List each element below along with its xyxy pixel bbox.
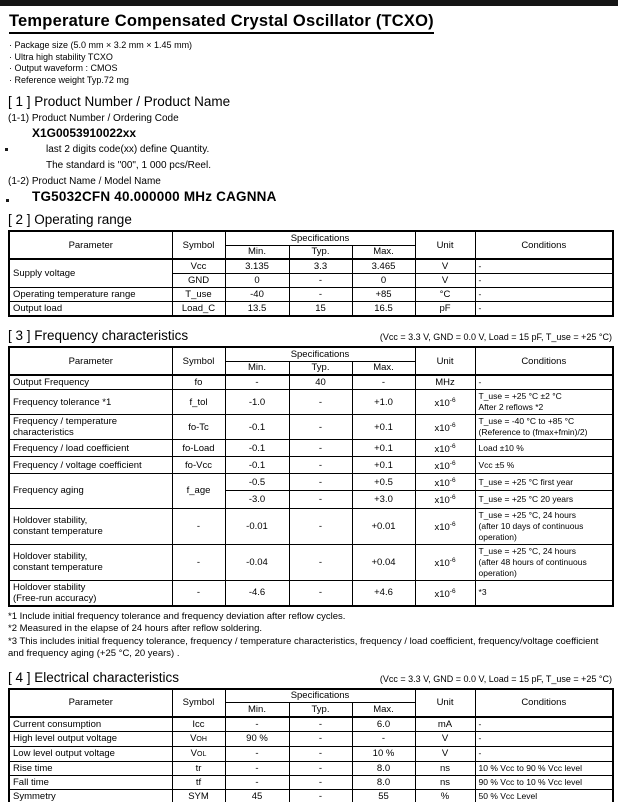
table-cell: - (289, 761, 352, 775)
table-cell: Rise time (9, 761, 172, 775)
section1-heading: [ 1 ] Product Number / Product Name (8, 94, 231, 109)
col-header-typ: Typ. (289, 703, 352, 717)
table-cell: 3.465 (352, 259, 415, 274)
col-header-conditions: Conditions (475, 347, 613, 375)
section2-heading: [ 2 ] Operating range (8, 212, 132, 227)
table-cell: T_use = +25 °C, 24 hours (after 10 days of continuous operation) (475, 508, 613, 544)
table-cell: $x10^{-6}$ (415, 508, 475, 544)
col-header-symbol: Symbol (172, 689, 225, 717)
page-title: Temperature Compensated Crystal Oscillator (TCXO) (9, 11, 434, 34)
table-cell: Icc (172, 717, 225, 732)
table-cell: Vcc ±5 % (475, 457, 613, 474)
table-cell: GND (172, 274, 225, 288)
table-cell: 3.135 (225, 259, 289, 274)
table-cell: $x10^{-6}$ (415, 474, 475, 491)
table-cell: -0.01 (225, 508, 289, 544)
table-cell: - (289, 440, 352, 457)
table-cell: Low level output voltage (9, 746, 172, 761)
table-cell: - (475, 731, 613, 746)
table-cell: 0 (352, 274, 415, 288)
table-cell: Frequency / load coefficient (9, 440, 172, 457)
feature-list (9, 40, 611, 86)
table-cell: f_age (172, 474, 225, 508)
table-cell: V (415, 746, 475, 761)
col-header-parameter: Parameter (9, 347, 172, 375)
table-row (9, 717, 613, 732)
col-header-specifications: Specifications (225, 231, 415, 245)
table-cell: - (475, 274, 613, 288)
table-cell: - (289, 457, 352, 474)
table-cell: Operating temperature range (9, 288, 172, 302)
table-cell: - (289, 415, 352, 440)
table-cell: - (289, 544, 352, 580)
table-cell: 13.5 (225, 302, 289, 317)
section3-test-conditions: (Vcc = 3.3 V, GND = 0.0 V, Load = 15 pF, T_use = +25 °C) (379, 332, 612, 342)
table-row (9, 259, 613, 274)
table-row (9, 474, 613, 491)
feature-item: · Ultra high stability TCXO (9, 51, 113, 62)
table-cell: - (475, 288, 613, 302)
table-cell: T_use (172, 288, 225, 302)
table-row (9, 457, 613, 474)
table-cell: MHz (415, 375, 475, 390)
ordering-code-label: (1-1) Product Number / Ordering Code (8, 113, 179, 124)
stray-dot (6, 199, 9, 202)
table-cell: 8.0 (352, 775, 415, 789)
col-header-unit: Unit (415, 689, 475, 717)
table-cell: -4.6 (225, 580, 289, 606)
feature-item: · Reference weight Typ.72 mg (9, 74, 129, 85)
table-cell: V (415, 274, 475, 288)
table-cell: - (289, 789, 352, 802)
stray-dot (5, 148, 8, 151)
table-row (9, 544, 613, 580)
footnote: *2 Measured in the elapse of 24 hours after reflow soldering. (8, 623, 263, 635)
model-name: TG5032CFN 40.000000 MHz CAGNNA (32, 189, 277, 204)
code-note: The standard is "00", 1 000 pcs/Reel. (46, 160, 211, 171)
table-cell: $x10^{-6}$ (415, 580, 475, 606)
table-row (9, 440, 613, 457)
col-header-min: Min. (225, 361, 289, 375)
table-cell: - (475, 717, 613, 732)
table-cell: Symmetry (9, 789, 172, 802)
table-cell: °C (415, 288, 475, 302)
table-cell: pF (415, 302, 475, 317)
table-row (9, 731, 613, 746)
col-header-min: Min. (225, 245, 289, 259)
table-row (9, 761, 613, 775)
footnotes (8, 611, 612, 661)
feature-item: · Output waveform : CMOS (9, 63, 118, 73)
table-row (9, 508, 613, 544)
col-header-unit: Unit (415, 347, 475, 375)
col-header-symbol: Symbol (172, 347, 225, 375)
table-cell: - (475, 746, 613, 761)
col-header-typ: Typ. (289, 361, 352, 375)
table-row (9, 580, 613, 606)
table-row (9, 775, 613, 789)
table-cell: - (225, 717, 289, 732)
code-note: last 2 digits code(xx) define Quantity. (46, 144, 210, 155)
col-header-typ: Typ. (289, 245, 352, 259)
table-header (9, 689, 613, 717)
table-cell: - (172, 508, 225, 544)
table-cell: 8.0 (352, 761, 415, 775)
table-cell: 90 % (225, 731, 289, 746)
col-header-symbol: Symbol (172, 231, 225, 259)
col-header-parameter: Parameter (9, 689, 172, 717)
table-cell: f_tol (172, 390, 225, 415)
table-cell: - (225, 775, 289, 789)
table-cell: $x10^{-6}$ (415, 544, 475, 580)
table-cell: T_use = +25 °C first year (475, 474, 613, 491)
table-cell: fo-Vcc (172, 457, 225, 474)
table-row (9, 288, 613, 302)
table-cell: T_use = +25 °C 20 years (475, 491, 613, 508)
section3-heading: [ 3 ] Frequency characteristics (8, 328, 189, 343)
table-cell: - (475, 375, 613, 390)
table-cell: Frequency tolerance *1 (9, 390, 172, 415)
table-cell: - (475, 302, 613, 317)
col-header-parameter: Parameter (9, 231, 172, 259)
table-row (9, 375, 613, 390)
table-cell: +4.6 (352, 580, 415, 606)
col-header-unit: Unit (415, 231, 475, 259)
table-cell: 40 (289, 375, 352, 390)
table-cell: - (289, 390, 352, 415)
table-cell: +0.1 (352, 415, 415, 440)
table-cell: % (415, 789, 475, 802)
table-cell: Supply voltage (9, 259, 172, 288)
table-cell: $x10^{-6}$ (415, 440, 475, 457)
table-cell: Frequency aging (9, 474, 172, 508)
table-cell: Load ±10 % (475, 440, 613, 457)
table-cell: - (172, 544, 225, 580)
col-header-specifications: Specifications (225, 689, 415, 703)
table-cell: VOH (172, 731, 225, 746)
table-cell: tr (172, 761, 225, 775)
section4-test-conditions: (Vcc = 3.3 V, GND = 0.0 V, Load = 15 pF, T_use = +25 °C) (379, 673, 612, 684)
col-header-min: Min. (225, 703, 289, 717)
table-cell: +0.5 (352, 474, 415, 491)
table-cell: SYM (172, 789, 225, 802)
table-cell: +0.04 (352, 544, 415, 580)
table-cell: 0 (225, 274, 289, 288)
table-cell: Output Frequency (9, 375, 172, 390)
table-cell: *3 (475, 580, 613, 606)
col-header-conditions: Conditions (475, 689, 613, 717)
table-cell: T_use = +25 °C, 24 hours (after 48 hours of continuous operation) (475, 544, 613, 580)
section4-heading: [ 4 ] Electrical characteristics (8, 669, 180, 685)
table-row (9, 390, 613, 415)
section2-heading-row (8, 211, 612, 228)
table-cell: Current consumption (9, 717, 172, 732)
table-cell: 45 (225, 789, 289, 802)
table-cell: -0.1 (225, 440, 289, 457)
table-cell: $x10^{-6}$ (415, 415, 475, 440)
table-cell: 16.5 (352, 302, 415, 317)
table-cell: +0.1 (352, 440, 415, 457)
table-cell: Frequency / temperature characteristics (9, 415, 172, 440)
table-cell: Holdover stability (Free-run accuracy) (9, 580, 172, 606)
footnote: *1 Include initial frequency tolerance and frequency deviation after reflow cycles. (8, 610, 346, 622)
table-cell: Output load (9, 302, 172, 317)
table-cell: Load_C (172, 302, 225, 317)
table-cell: 90 % Vcc to 10 % Vcc level (475, 775, 613, 789)
table-cell: - (172, 580, 225, 606)
datasheet-page (0, 6, 618, 802)
table-cell: T_use = -40 °C to +85 °C (Reference to (fmax+fmin)/2) (475, 415, 613, 440)
table-cell: - (289, 731, 352, 746)
table-cell: +0.01 (352, 508, 415, 544)
table-cell: - (289, 491, 352, 508)
model-name-label: (1-2) Product Name / Model Name (8, 176, 161, 187)
frequency-characteristics-table (8, 346, 614, 607)
table-cell: Fall time (9, 775, 172, 789)
table-cell: - (289, 717, 352, 732)
table-cell: - (225, 375, 289, 390)
operating-range-table (8, 230, 614, 317)
table-cell: ns (415, 761, 475, 775)
table-header (9, 347, 613, 375)
table-cell: Frequency / voltage coefficient (9, 457, 172, 474)
table-cell: Holdover stability, constant temperature (9, 508, 172, 544)
table-cell: mA (415, 717, 475, 732)
table-cell: $x10^{-6}$ (415, 491, 475, 508)
table-cell: 10 % Vcc to 90 % Vcc level (475, 761, 613, 775)
table-cell: - (475, 259, 613, 274)
table-cell: 6.0 (352, 717, 415, 732)
table-row (9, 415, 613, 440)
table-cell: 55 (352, 789, 415, 802)
table-cell: fo-Load (172, 440, 225, 457)
table-cell: - (225, 761, 289, 775)
table-cell: - (289, 274, 352, 288)
table-row (9, 302, 613, 317)
table-cell: - (289, 474, 352, 491)
table-cell: T_use = +25 °C ±2 °C After 2 reflows *2 (475, 390, 613, 415)
table-cell: - (225, 746, 289, 761)
table-cell: -3.0 (225, 491, 289, 508)
table-cell: Holdover stability, constant temperature (9, 544, 172, 580)
table-cell: -1.0 (225, 390, 289, 415)
section3-heading-row (8, 327, 612, 344)
table-cell: - (352, 375, 415, 390)
table-cell: +1.0 (352, 390, 415, 415)
table-cell: - (289, 288, 352, 302)
table-cell: -0.5 (225, 474, 289, 491)
ordering-code: X1G0053910022xx (32, 126, 137, 140)
section4-heading-row (8, 669, 612, 686)
col-header-conditions: Conditions (475, 231, 613, 259)
table-cell: V (415, 259, 475, 274)
col-header-max: Max. (352, 245, 415, 259)
table-cell: +85 (352, 288, 415, 302)
table-cell: fo-Tc (172, 415, 225, 440)
table-cell: -0.1 (225, 415, 289, 440)
table-cell: Vcc (172, 259, 225, 274)
table-cell: -0.1 (225, 457, 289, 474)
table-cell: 10 % (352, 746, 415, 761)
col-header-max: Max. (352, 703, 415, 717)
table-cell: - (289, 580, 352, 606)
table-row (9, 746, 613, 761)
table-cell: +0.1 (352, 457, 415, 474)
col-header-max: Max. (352, 361, 415, 375)
table-cell: tf (172, 775, 225, 789)
table-cell: +3.0 (352, 491, 415, 508)
table-cell: 15 (289, 302, 352, 317)
table-cell: $x10^{-6}$ (415, 390, 475, 415)
table-cell: - (352, 731, 415, 746)
table-cell: ns (415, 775, 475, 789)
table-cell: - (289, 508, 352, 544)
table-header (9, 231, 613, 259)
table-cell: 50 % Vcc Level (475, 789, 613, 802)
table-cell: - (289, 746, 352, 761)
table-cell: -40 (225, 288, 289, 302)
table-cell: - (289, 775, 352, 789)
table-cell: $x10^{-6}$ (415, 457, 475, 474)
col-header-specifications: Specifications (225, 347, 415, 361)
table-cell: 3.3 (289, 259, 352, 274)
table-row (9, 789, 613, 802)
table-cell: High level output voltage (9, 731, 172, 746)
footnote: *3 This includes initial frequency tolerance, frequency / temperature characteristics, frequency / load coefficient, frequency/voltage coefficient and frequency aging (+25 °C, 20 years) . (8, 635, 599, 660)
table-cell: -0.04 (225, 544, 289, 580)
electrical-characteristics-table (8, 688, 614, 802)
table-cell: V (415, 731, 475, 746)
table-cell: fo (172, 375, 225, 390)
feature-item: · Package size (5.0 mm × 3.2 mm × 1.45 mm) (9, 40, 193, 50)
table-cell: VOL (172, 746, 225, 761)
